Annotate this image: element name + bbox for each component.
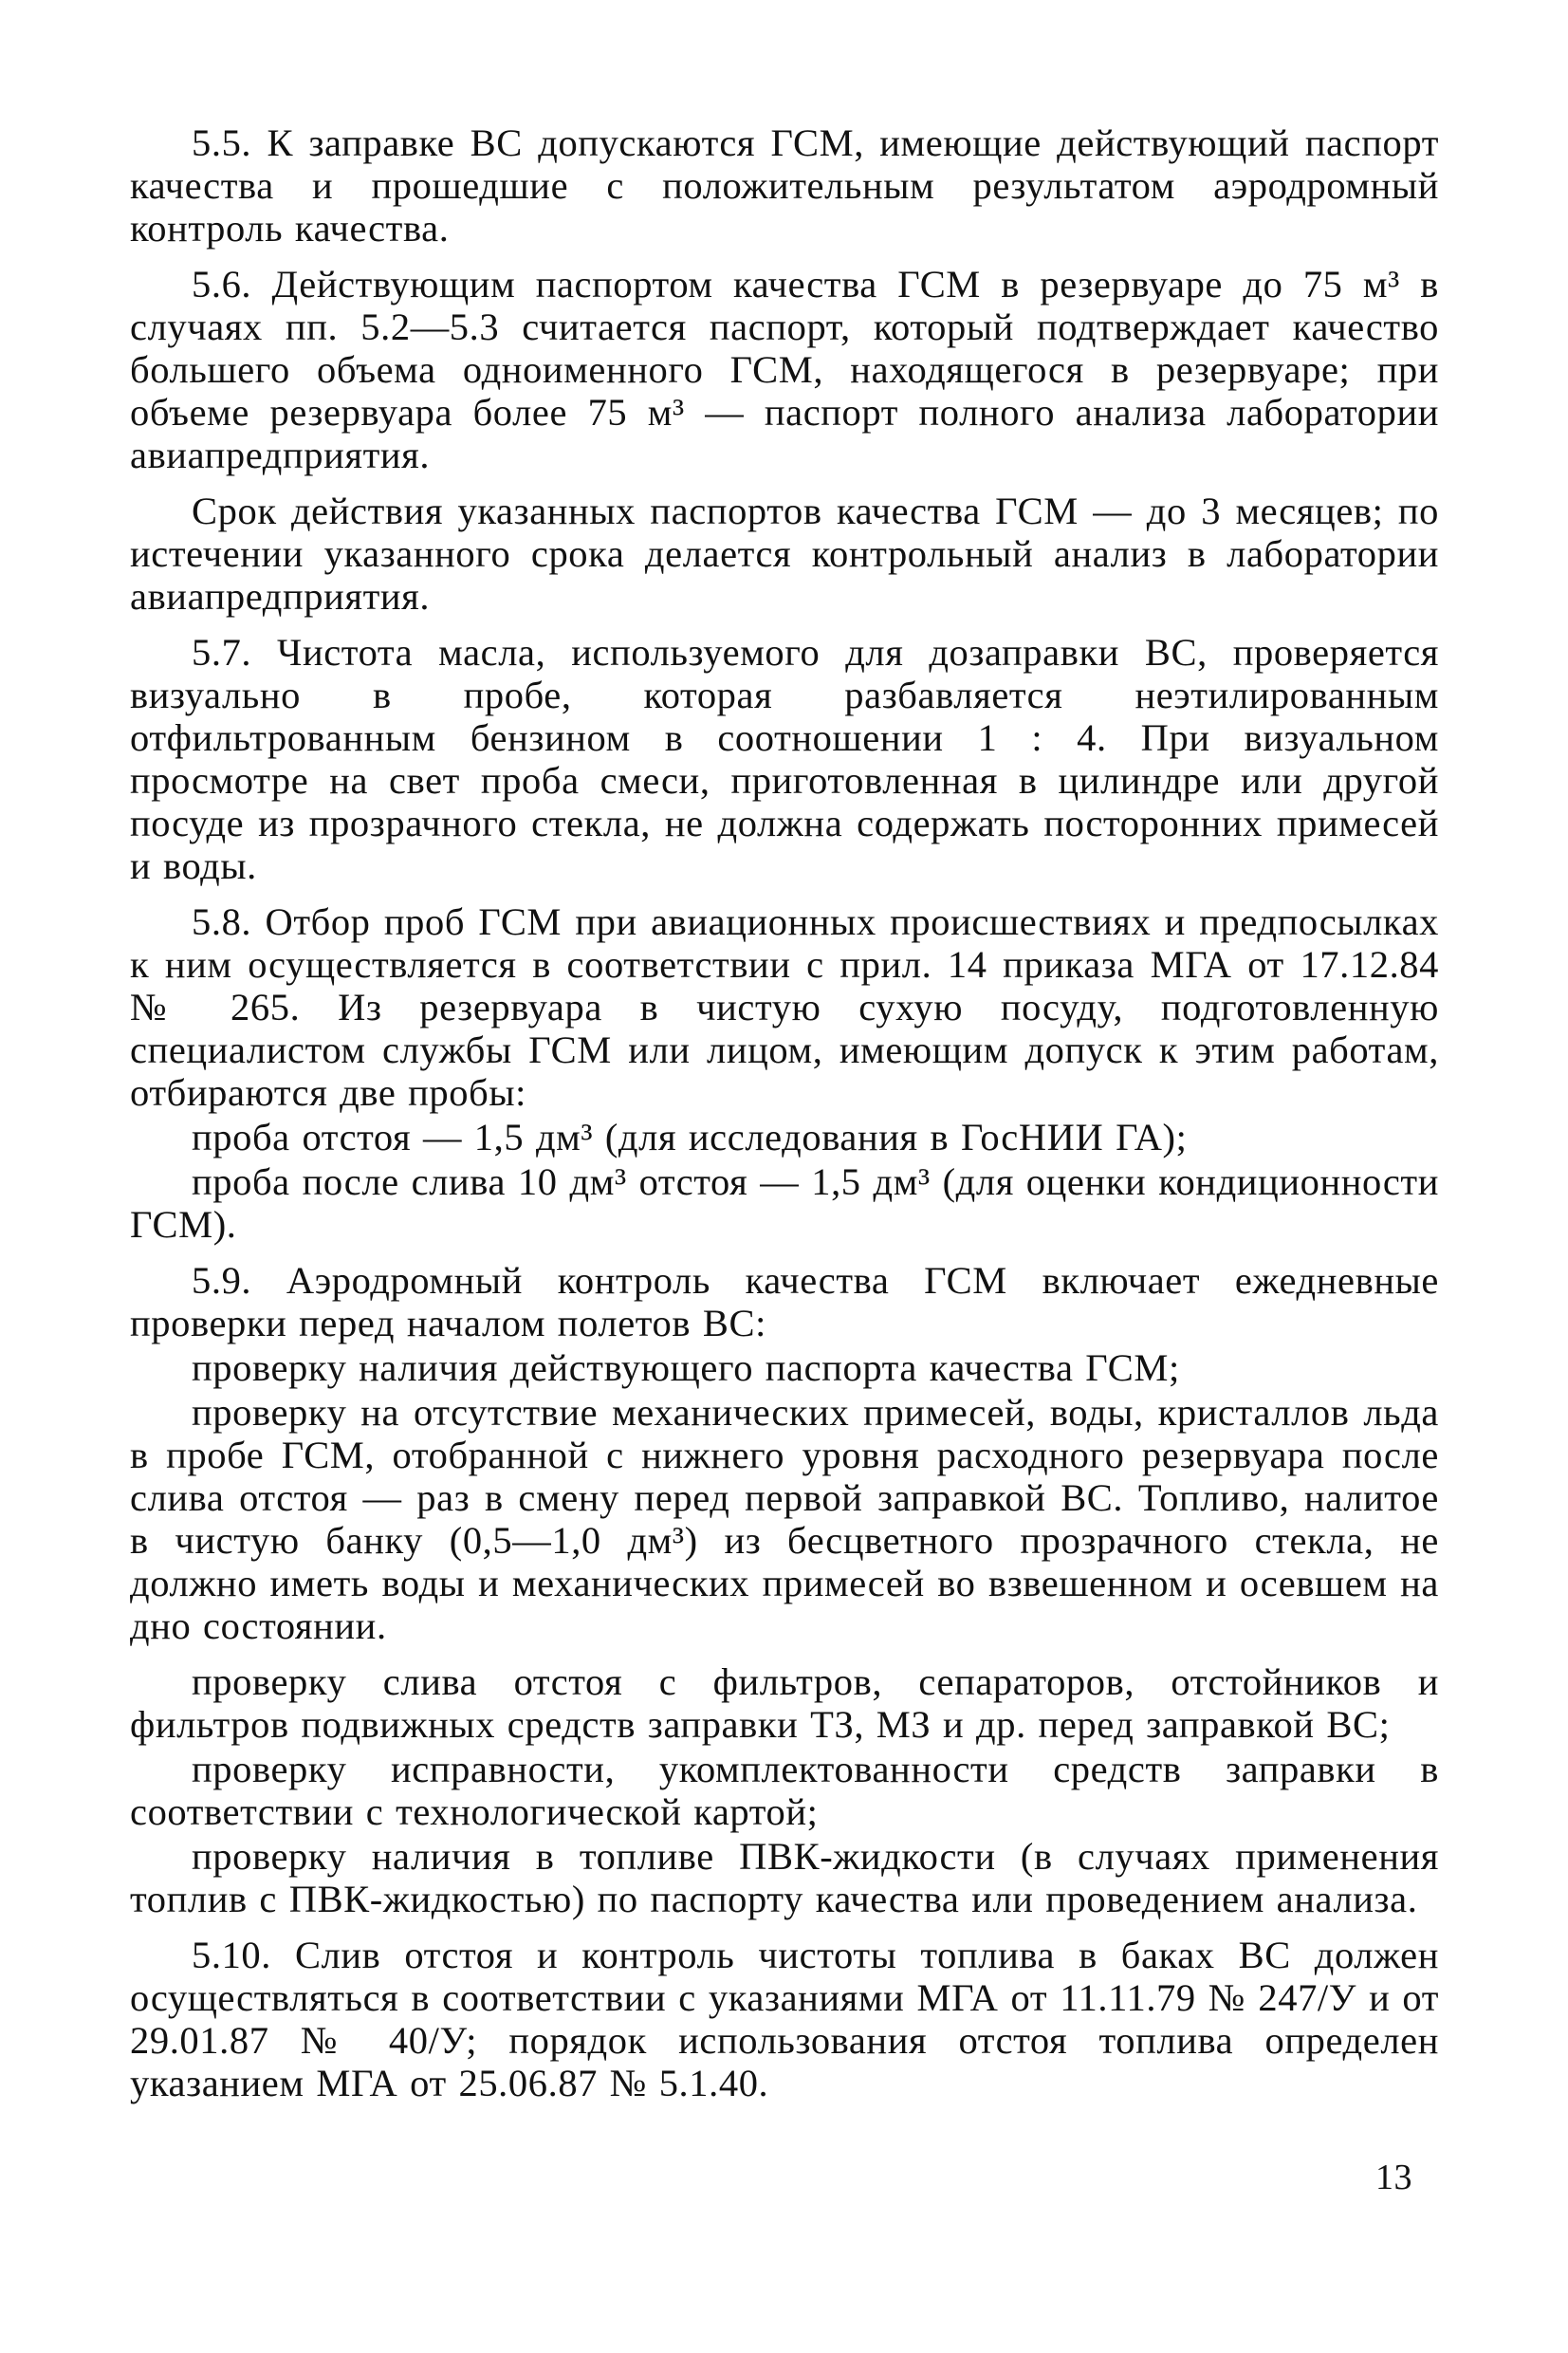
paragraph-5-7: 5.7. Чистота масла, используемого для дозаправки ВС, проверяется визуально в пробе, которая разбавляется неэтилированным отфильтрованным бензином в соотношении 1 : 4. При визуальном просмотре на свет проба смеси, приготовленная в цилиндре или другой посуде из прозрачного стекла, не должна содержать посторонних примесей и воды. <box>130 631 1439 887</box>
paragraph-validity-period: Срок действия указанных паспортов качества ГСМ — до 3 месяцев; по истечении указанного срока делается контрольный анализ в лаборатории авиапредприятия. <box>130 490 1439 618</box>
paragraph-check-impurities: проверку на отсутствие механических примесей, воды, кристаллов льда в пробе ГСМ, отобранной с нижнего уровня расходного резервуара после слива отстоя — раз в смену перед первой заправкой ВС. Топливо, налитое в чистую банку (0,5—1,0 дм³) из бесцветного прозрачного стекла, не должно иметь воды и механических примесей во взвешенном и осевшем на дно состоянии. <box>130 1391 1439 1647</box>
paragraph-check-serviceability: проверку исправности, укомплектованности средств заправки в соответствии с технологической картой; <box>130 1748 1439 1833</box>
paragraph-sample-sediment: проба отстоя — 1,5 дм³ (для исследования в ГосНИИ ГА); <box>192 1116 1188 1158</box>
page-body <box>130 121 1439 2104</box>
paragraph-5-9: 5.9. Аэродромный контроль качества ГСМ включает ежедневные проверки перед началом полетов ВС: <box>130 1259 1439 1344</box>
page-number: 13 <box>1375 2158 1412 2197</box>
paragraph-5-8: 5.8. Отбор проб ГСМ при авиационных происшествиях и предпосылках к ним осуществляется в соответствии с прил. 14 приказа МГА от 17.12.84 № 265. Из резервуара в чистую сухую посуду, подготовленную специалистом службы ГСМ или лицом, имеющим допуск к этим работам, отбираются две пробы: <box>130 900 1439 1114</box>
paragraph-5-10: 5.10. Слив отстоя и контроль чистоты топлива в баках ВС должен осуществляться в соответствии с указаниями МГА от 11.11.79 № 247/У и от 29.01.87 № 40/У; порядок использования отстоя топлива определен указанием МГА от 25.06.87 № 5.1.40. <box>130 1934 1439 2104</box>
paragraph-check-passport: проверку наличия действующего паспорта качества ГСМ; <box>192 1346 1180 1389</box>
paragraph-check-pvk: проверку наличия в топливе ПВК-жидкости (в случаях применения топлив с ПВК-жидкостью) по паспорту качества или проведением анализа. <box>130 1835 1439 1920</box>
paragraph-5-5: 5.5. К заправке ВС допускаются ГСМ, имеющие действующий паспорт качества и прошедшие с положительным результатом аэродромный контроль качества. <box>130 121 1439 250</box>
paragraph-5-6: 5.6. Действующим паспортом качества ГСМ в резервуаре до 75 м³ в случаях пп. 5.2—5.3 считается паспорт, который подтверждает качество большего объема одноименного ГСМ, находящегося в резервуаре; при объеме резервуара более 75 м³ — паспорт полного анализа лаборатории авиапредприятия. <box>130 263 1439 476</box>
paragraph-sample-after-drain: проба после слива 10 дм³ отстоя — 1,5 дм³ (для оценки кондиционности ГСМ). <box>130 1160 1439 1246</box>
paragraph-check-drain: проверку слива отстоя с фильтров, сепараторов, отстойников и фильтров подвижных средств заправки ТЗ, МЗ и др. перед заправкой ВС; <box>130 1660 1439 1746</box>
